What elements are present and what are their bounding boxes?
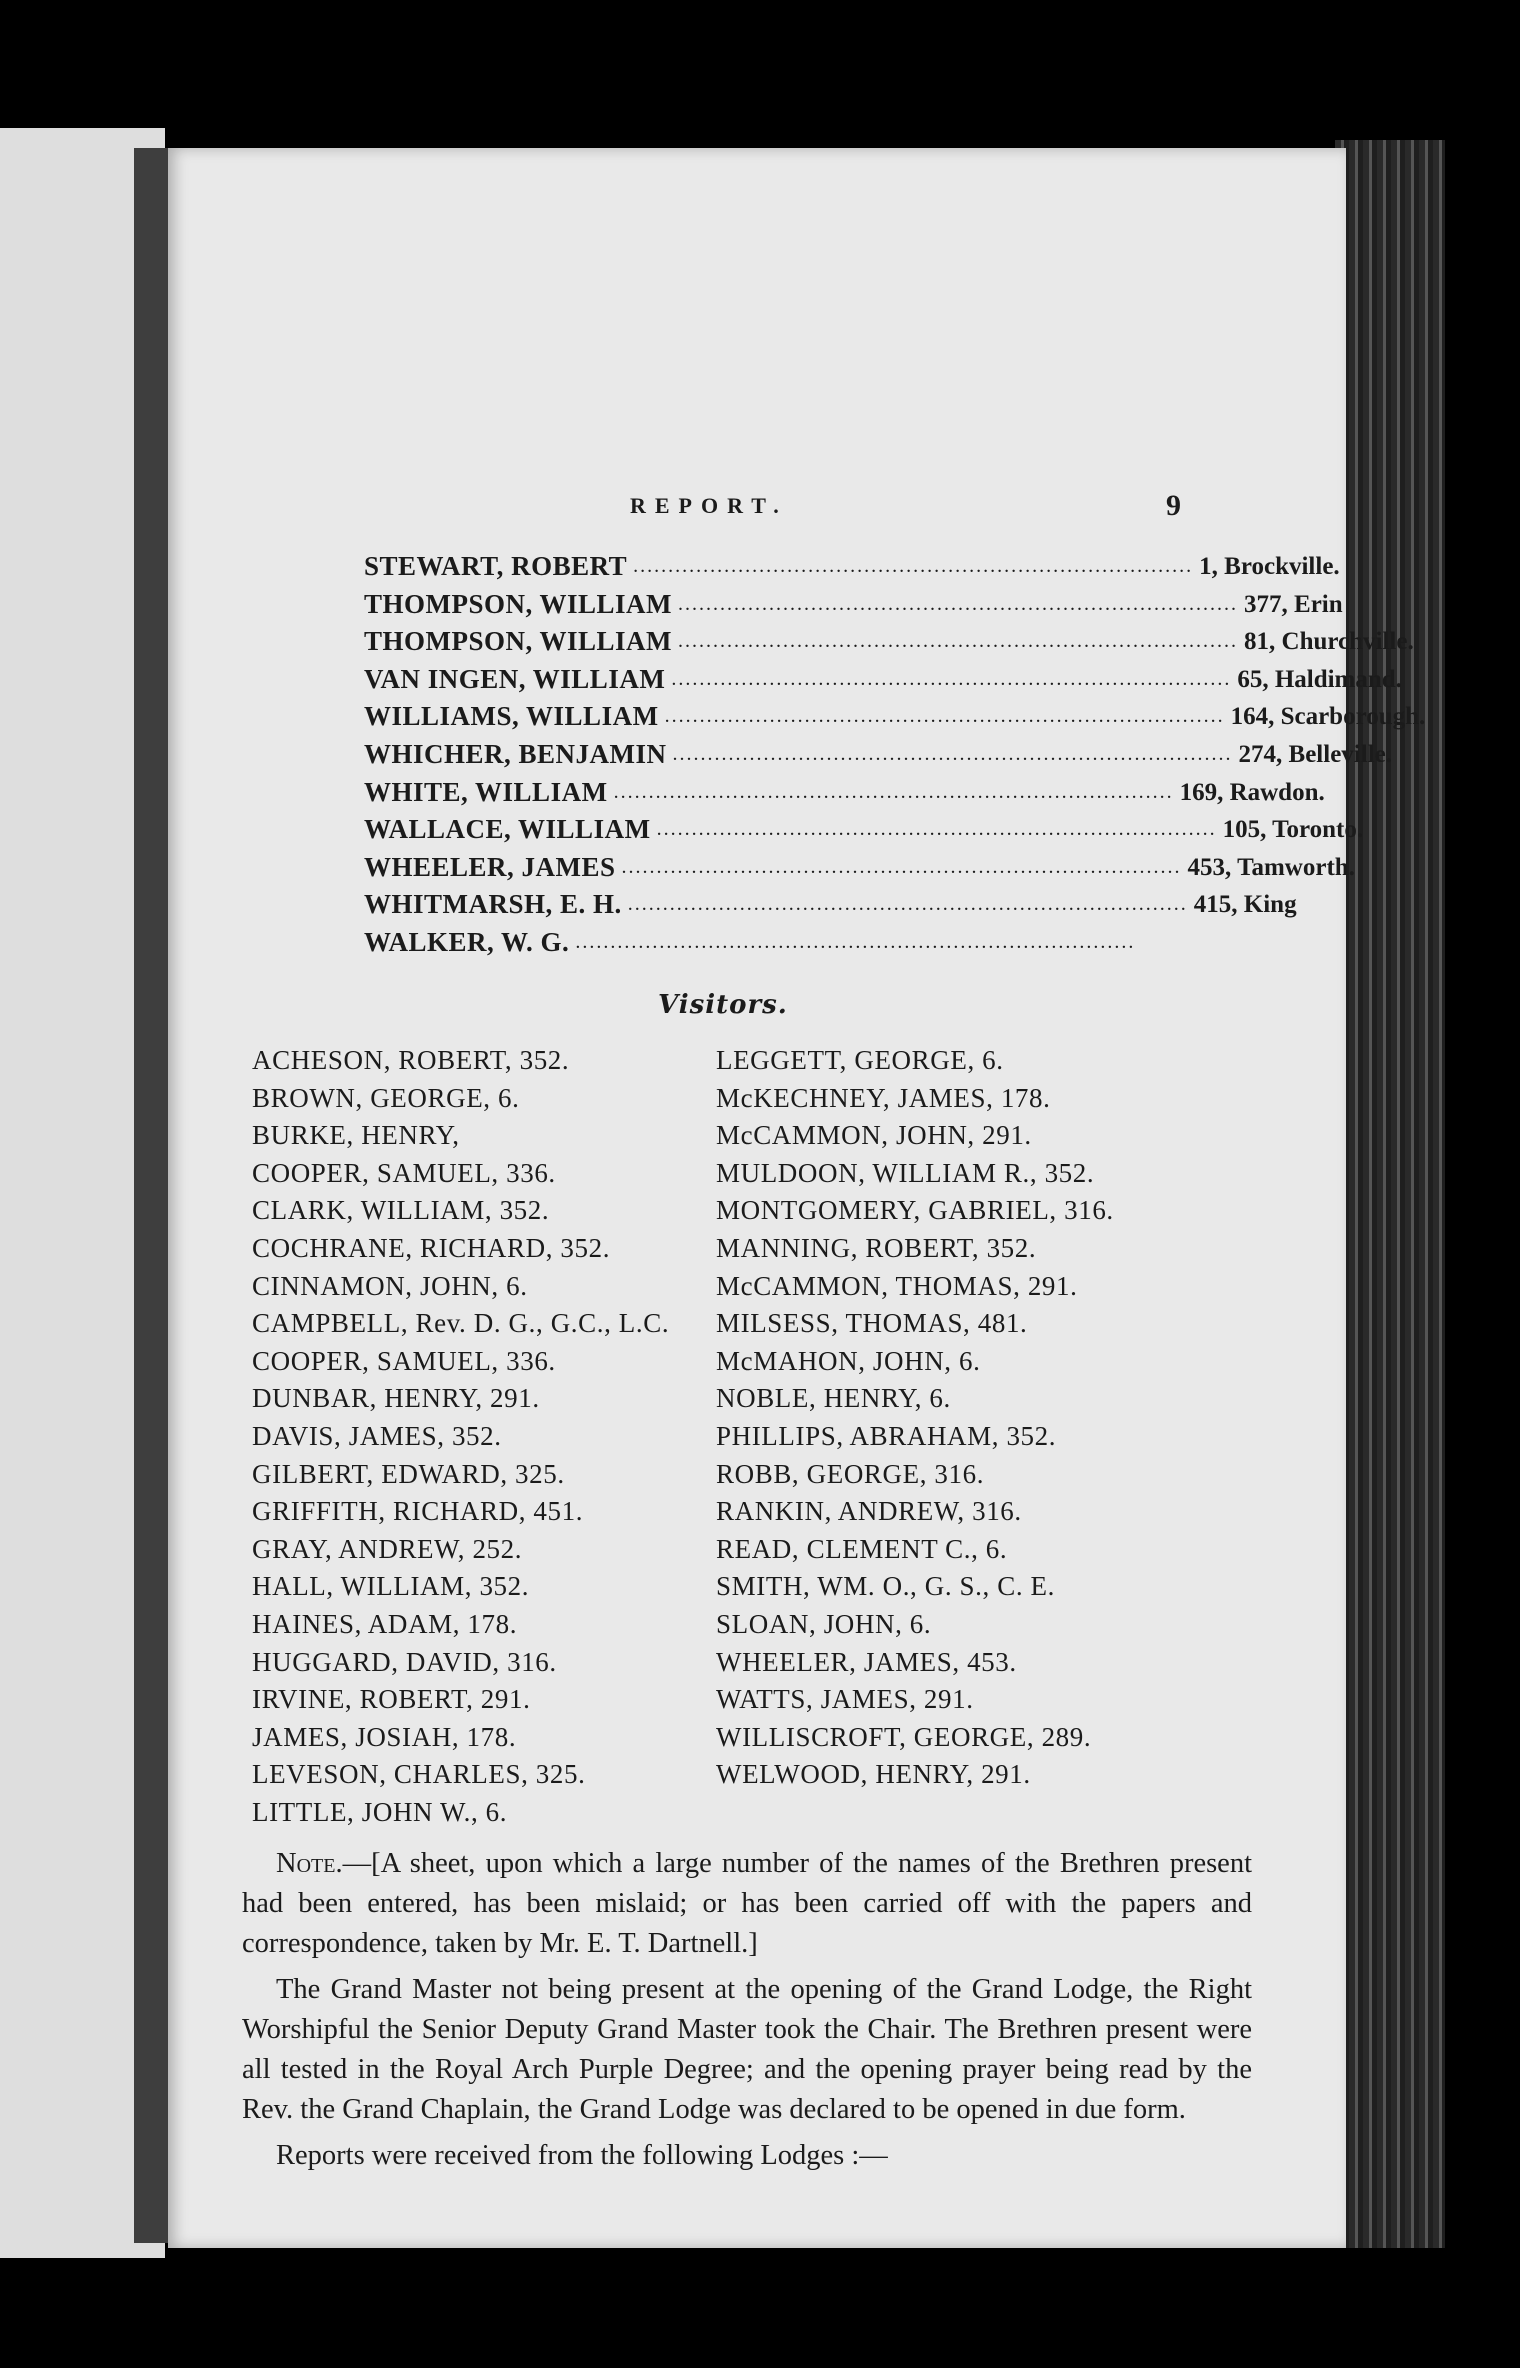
visitor-entry: COOPER, SAMUEL, 336. — [252, 1157, 556, 1188]
leader-dots: ................................................................................ — [678, 630, 1239, 653]
leader-dots: ................................................................................ — [613, 780, 1174, 803]
visitor-entry: McMAHON, JOHN, 6. — [716, 1345, 981, 1376]
visitor-entry: COCHRANE, RICHARD, 352. — [252, 1232, 611, 1263]
visitor-entry: McKECHNEY, JAMES, 178. — [716, 1082, 1051, 1113]
members-list — [364, 548, 1426, 962]
visitor-entry: McCAMMON, JOHN, 291. — [716, 1120, 1032, 1151]
visitor-entry: GRAY, ANDREW, 252. — [252, 1533, 523, 1564]
visitor-entry: CINNAMON, JOHN, 6. — [252, 1270, 528, 1301]
leader-dots: ................................................................................ — [627, 893, 1188, 916]
member-row — [364, 774, 1325, 812]
member-row — [364, 698, 1426, 736]
visitor-entry: DUNBAR, HENRY, 291. — [252, 1383, 540, 1414]
reports-paragraph: Reports were received from the following Lodges :— — [276, 2140, 888, 2171]
member-row — [364, 924, 1136, 962]
visitors-right-column — [716, 1042, 1114, 1794]
member-lodge: 164, Scarborough. — [1230, 703, 1426, 731]
visitor-entry: JAMES, JOSIAH, 178. — [252, 1721, 517, 1752]
visitor-entry: LEGGETT, GEORGE, 6. — [716, 1045, 1004, 1075]
visitor-entry: WATTS, JAMES, 291. — [716, 1684, 974, 1715]
visitor-entry: COOPER, SAMUEL, 336. — [252, 1345, 556, 1376]
note-label: Note. — [276, 1848, 343, 1879]
leader-dots: ................................................................................ — [672, 742, 1233, 765]
member-lodge: 415, King — [1193, 891, 1297, 919]
visitors-left-column — [252, 1042, 669, 1831]
book-page-edges — [1335, 140, 1445, 2248]
member-lodge: 105, Toronto. — [1222, 816, 1364, 844]
visitor-entry: LEVESON, CHARLES, 325. — [252, 1759, 586, 1790]
visitor-entry: GILBERT, EDWARD, 325. — [252, 1458, 565, 1489]
visitor-entry: MILSESS, THOMAS, 481. — [716, 1308, 1028, 1339]
running-header — [168, 489, 1346, 533]
visitor-entry: WELWOOD, HENRY, 291. — [716, 1759, 1031, 1790]
page-number: 9 — [1166, 489, 1181, 522]
visitor-entry: ACHESON, ROBERT, 352. — [252, 1045, 570, 1075]
opening-paragraph: The Grand Master not being present at the opening of the Grand Lodge, the Right Worshipful the Senior Deputy Grand Master took the Chair. The Brethren present were all tested in the Royal Arch Purple Degree; and the opening prayer being read by the Rev. the Grand Chaplain, the Grand Lodge was declared to be opened in due form. — [242, 1974, 1252, 2125]
visitor-entry: McCAMMON, THOMAS, 291. — [716, 1270, 1078, 1301]
visitor-entry: HALL, WILLIAM, 352. — [252, 1571, 530, 1602]
visitor-entry: RANKIN, ANDREW, 316. — [716, 1496, 1022, 1527]
member-name: WHITE, WILLIAM — [364, 776, 608, 807]
visitors-heading: Visitors. — [658, 990, 788, 1020]
member-name: WALKER, W. G. — [364, 926, 570, 957]
leader-dots: ................................................................................ — [575, 930, 1136, 953]
visitor-entry: GRIFFITH, RICHARD, 451. — [252, 1496, 584, 1527]
member-name: WHICHER, BENJAMIN — [364, 738, 667, 769]
visitor-entry: CLARK, WILLIAM, 352. — [252, 1195, 550, 1226]
visitor-entry: READ, CLEMENT C., 6. — [716, 1533, 1008, 1564]
visitor-entry: ROBB, GEORGE, 316. — [716, 1458, 985, 1489]
member-row — [364, 661, 1402, 699]
member-row — [364, 548, 1340, 586]
visitor-entry: WHEELER, JAMES, 453. — [716, 1646, 1017, 1677]
visitor-entry: SLOAN, JOHN, 6. — [716, 1608, 932, 1639]
visitor-entry: NOBLE, HENRY, 6. — [716, 1383, 951, 1414]
member-name: WILLIAMS, WILLIAM — [364, 701, 659, 732]
leader-dots: ................................................................................ — [656, 818, 1217, 841]
member-row — [364, 736, 1392, 774]
leader-dots: ................................................................................ — [633, 555, 1194, 577]
member-name: THOMPSON, WILLIAM — [364, 626, 673, 657]
visitor-entry: SMITH, WM. O., G. S., C. E. — [716, 1571, 1055, 1602]
member-name: WALLACE, WILLIAM — [364, 814, 651, 845]
leader-dots: ................................................................................ — [621, 855, 1182, 878]
visitor-entry: WILLISCROFT, GEORGE, 289. — [716, 1721, 1092, 1752]
member-row — [364, 886, 1297, 924]
visitor-entry: PHILLIPS, ABRAHAM, 352. — [716, 1420, 1057, 1451]
member-name: THOMPSON, WILLIAM — [364, 588, 673, 619]
visitor-entry: BROWN, GEORGE, 6. — [252, 1082, 520, 1113]
member-lodge: 169, Rawdon. — [1179, 778, 1325, 806]
visitor-entry: MONTGOMERY, GABRIEL, 316. — [716, 1195, 1114, 1226]
member-lodge: 1, Brockville. — [1199, 553, 1340, 580]
visitor-entry: CAMPBELL, Rev. D. G., G.C., L.C. — [252, 1308, 670, 1339]
member-lodge: 453, Tamworth. — [1187, 853, 1355, 881]
book-page — [168, 148, 1426, 2248]
member-name: WHITMARSH, E. H. — [364, 889, 622, 920]
leader-dots: ................................................................................ — [678, 592, 1239, 615]
visitor-entry: IRVINE, ROBERT, 291. — [252, 1684, 531, 1715]
member-row — [364, 849, 1355, 887]
leader-dots: ................................................................................ — [671, 667, 1232, 690]
body-text — [242, 1844, 1252, 2176]
member-lodge: 81, Churchville. — [1244, 628, 1414, 656]
member-row — [364, 811, 1364, 849]
visitor-entry: HAINES, ADAM, 178. — [252, 1608, 518, 1639]
header-title: REPORT. — [630, 493, 788, 518]
note-text: —[A sheet, upon which a large number of the names of the Brethren present had been entered, has been mislaid; or has been carried off with the papers and correspondence, taken by Mr. E. T. Dartnell.] — [242, 1848, 1252, 1959]
visitor-entry: BURKE, HENRY, — [252, 1120, 460, 1151]
member-lodge: 377, Erin — [1244, 590, 1343, 618]
leader-dots: ................................................................................ — [664, 705, 1225, 728]
visitor-entry: MANNING, ROBERT, 352. — [716, 1232, 1037, 1263]
member-name: WHEELER, JAMES — [364, 851, 616, 882]
visitor-entry: LITTLE, JOHN W., 6. — [252, 1796, 508, 1827]
visitor-entry: HUGGARD, DAVID, 316. — [252, 1646, 557, 1677]
member-row — [364, 623, 1414, 661]
note-paragraph — [242, 1844, 1252, 1964]
visitor-entry: MULDOON, WILLIAM R., 352. — [716, 1157, 1095, 1188]
member-lodge: 274, Belleville. — [1238, 740, 1392, 768]
member-name: STEWART, ROBERT — [364, 551, 628, 581]
member-name: VAN INGEN, WILLIAM — [364, 663, 666, 694]
member-row — [364, 586, 1343, 624]
visitor-entry: DAVIS, JAMES, 352. — [252, 1420, 502, 1451]
member-lodge: 65, Haldimand. — [1237, 665, 1402, 693]
